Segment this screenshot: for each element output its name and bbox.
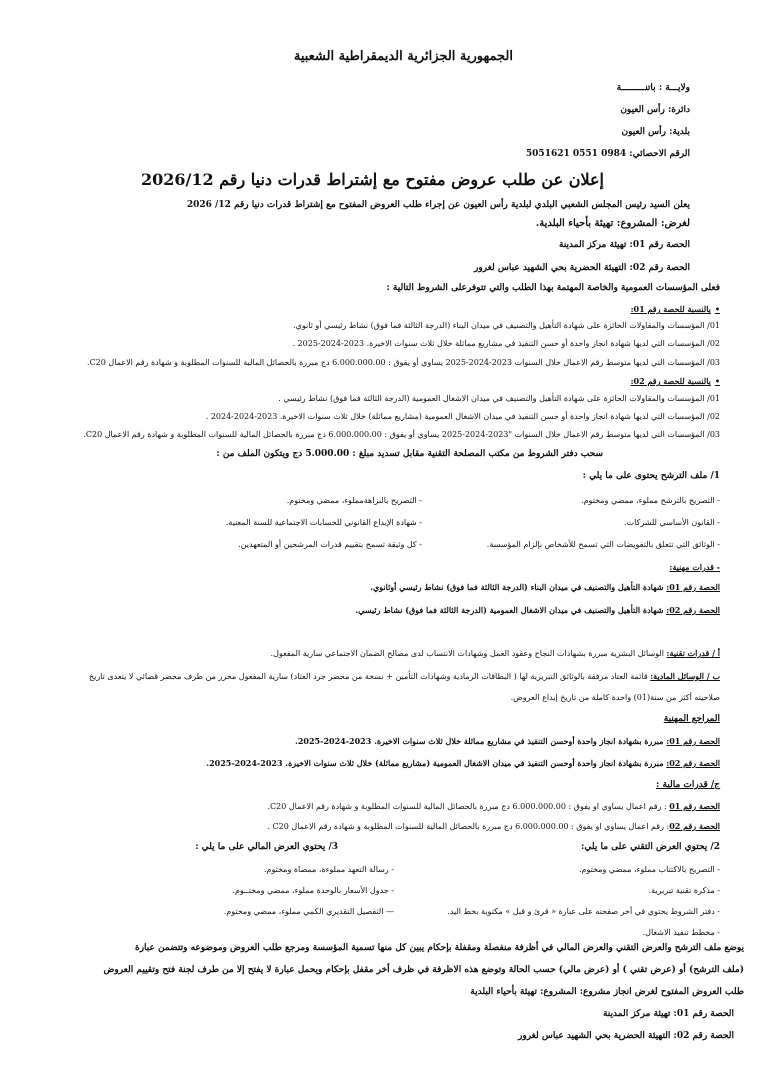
financial-lot1-label: الحصة رقم 01	[669, 801, 720, 811]
references-lot1	[295, 737, 720, 745]
tech-offer-heading: 2/ يحتوي العرض التقني على ما يلي:	[581, 842, 720, 852]
technical-capacity	[271, 649, 720, 658]
references-lot1-label: الحصة رقم 01:	[666, 736, 720, 746]
intro-text: يعلن السيد رئيس المجلس الشعبي البلدي لبلدية رأس العيون عن إجراء طلب العروض المفتوح مع إشتراط قدرات دنيا رقم 12/ 2026	[186, 200, 690, 210]
candidacy-item: - شهادة الإيداع القانوني للحسابات الاجتماعية للسنة المعنية.	[225, 518, 422, 527]
submission-line: طلب العروض المفتوح لغرض انجاز مشروع: المشروع: تهيئة بأحياء البلدية	[470, 987, 744, 997]
daira-line: دائرة: رأس العيون	[620, 105, 690, 115]
wilaya-line: ولايـــة : باتنـــــــــة	[616, 83, 690, 93]
cond-lot2-item: 01/ المؤسسات والمقاولات الحائزة على شهادة التأهيل والتصنيف في ميدان الاشغال العمومية (الدرجة الثالثة فما فوق) نشاط رئيسي .	[278, 394, 720, 403]
tech-offer-item: - التصريح بالاكتتاب مملوء، ممضي ومختوم.	[579, 865, 720, 874]
material-text-2: صلاحيته أكثر من سنة(01) واحدة كاملة من تاريخ إيداع العروض.	[510, 693, 720, 702]
technical-text: الوسائل البشرية مبررة بشهادات النجاح وعقود العمل وشهادات الانتساب لدى مصالح الضمان الاجتماعي سارية المفعول.	[270, 649, 667, 658]
cond-lot1-item: 03/ المؤسسات التي لديها متوسط رقم الاعمال خلال السنوات 2023-2024-2025 يساوي أو يفوق : 6.000.000.00 دج مبررة بالحصائل المالية للسنوات المطلوبة و شهادة رقم الاعمال C20.	[87, 358, 720, 367]
candidacy-item: - التصريح بالنزاهةمملوء، ممضي ومختوم.	[286, 496, 422, 505]
submission-line: يوضع ملف الترشح والعرض التقني والعرض المالي في أظرفة منفصلة ومقفلة بإحكام يبين كل منها تسمية المؤسسة ومرجع طلب العروض وموضوعه وتتضمن عبارة	[134, 943, 744, 953]
fin-offer-item: — التفصيل التقديري الكمي مملوء، ممضي ومختوم.	[223, 907, 394, 916]
candidacy-item: - الوثائق التي تتعلق بالتفويضات التي تسمح للأشخاص بإلزام المؤسسة.	[486, 540, 720, 549]
professional-lot1	[370, 583, 720, 591]
cond-lot2-item: 02/ المؤسسات التي لديها شهادة انجاز واحدة أو حسن التنفيذ في ميدان الاشغال العمومية (مشاريع مماثلة) خلال ثلاث سنوات الاخيرة. 2023-2024-2024 .	[205, 412, 720, 421]
eligibility-text: فعلى المؤسسات العمومية والخاصة المهتمة بهذا الطلب والتي تتوفرعلى الشروط التالية :	[386, 283, 720, 293]
closing-lot1: الحصة رقم 01: تهيئة مركز المدينة	[602, 1009, 734, 1019]
professional-lot1-text: شهادة التأهيل والتصنيف في ميدان البناء (الدرجة الثالثة فما فوق) نشاط رئيسي أوثانوي.	[370, 582, 667, 592]
candidacy-item: - التصريح بالترشح مملوء، ممضي ومختوم.	[581, 496, 720, 505]
candidacy-item: - القانون الأساسي للشركات.	[624, 518, 720, 527]
cond-lot1-item: 02/ المؤسسات التي لديها شهادة انجاز واحدة أو حسن التنفيذ في مشاريع مماثلة خلال ثلاث سنوات الاخيرة. 2023-2024-2025 .	[292, 339, 720, 348]
tech-offer-item: - دفتر الشروط يحتوي في أخر صفحته على عبارة « قرئ و قبل » مكتوبة بخط اليد.	[447, 907, 720, 916]
cond-lot1-heading: • بالنسبة للحصة رقم 01:	[631, 305, 720, 313]
fin-offer-heading: 3/ يحتوي العرض المالي على ما يلي :	[195, 842, 338, 852]
references-lot2-label: الحصة رقم 02:	[666, 758, 720, 768]
cond-lot2-item: 03/ المؤسسات التي لديها متوسط رقم الاعمال خلال السنوات "2023-2024-2025 يساوي أو يفوق : 6.000.000.00 دج مبررة بالحصائل المالية للسنوات المطلوبة و شهادة رقم الاعمال C20.	[83, 430, 720, 439]
references-lot2-text: مبررة بشهادة انجاز واحدة أوحسن التنفيذ في ميدان الاشغال العمومية (مشاريع مماثلة) خلال ثلاث سنوات الاخيرة. 2023-2024-2025.	[206, 758, 667, 768]
financial-lot1	[267, 802, 720, 811]
material-label: ب / الوسائل المادية:	[650, 671, 720, 681]
tech-offer-item: - مذكرة تقنية تبريرية.	[648, 886, 720, 895]
lot1-title: الحصة رقم 01: تهيئة مركز المدينة	[558, 240, 690, 250]
cond-lot1-item: 01/ المؤسسات والمقاولات الحائزة على شهادة التأهيل والتصنيف في ميدان البناء (الدرجة الثالثة فما فوق) نشاط رئيسي أو ثانوي.	[293, 321, 720, 330]
candidacy-heading: 1/ ملف الترشح يحتوى على ما يلي :	[582, 471, 720, 481]
professional-lot2-text: شهادة التأهيل والتصنيف في ميدان الاشغال العمومية (الدرجة الثالثة فما فوق) نشاط رئيسي.	[355, 605, 667, 615]
fin-offer-item: - رسالة التعهد مملوءة، ممضاة ومختوم.	[263, 865, 394, 874]
withdraw-line: سحب دفتر الشروط من مكتب المصلحة التقنية مقابل تسديد مبلغ : 5.000.00 دج ويتكون الملف من :	[216, 449, 603, 459]
professional-heading: - قدرات مهنية:	[669, 562, 720, 572]
material-text: قائمة العتاد مرفقة بالوثائق التبريرية لها ( البطاقات الرمادية وشهادات التأمين + نسخة من محضر جرد العتاد) سارية المفعول محرر من طرف محضر قضائي لا يتعدى تاريخ	[88, 672, 651, 681]
references-lot2	[206, 759, 720, 767]
lot2-title: الحصة رقم 02: التهيئة الحضرية بحي الشهيد عباس لغرور	[474, 263, 690, 273]
professional-lot2	[355, 606, 720, 614]
submission-line: (ملف الترشح) أو (عرض تقني ) أو (عرض مالي) حسب الحالة وتوضع هذه الاظرفة في ظرف أخر مقفل بإحكام ويحمل عبارة لا يفتح إلا من طرف لجنة فتح وتقييم العروض	[103, 965, 744, 975]
baladiya-line: بلدية: رأس العيون	[621, 127, 690, 137]
financial-lot2	[267, 822, 720, 831]
republic-header: الجمهورية الجزائرية الديمقراطية الشعبية	[293, 49, 513, 64]
professional-lot2-label: الحصة رقم 02:	[666, 605, 720, 615]
stat-number-line: الرقم الاحصائي: 0984 0551 5051621	[525, 149, 690, 159]
cond-lot2-heading: • بالنسبة للحصة رقم 02:	[631, 377, 720, 385]
references-lot1-text: مبررة بشهادة انجاز واحدة أوحسن التنفيذ في مشاريع مماثلة خلال ثلاث سنوات الاخيرة. 2023-2024-2025.	[295, 736, 667, 746]
financial-lot2-label: الحصة رقم 02	[669, 821, 720, 831]
financial-lot2-text: : رقم اعمال يساوي او يفوق : 6.000.000.00 دج مبررة بالحصائل المالية للسنوات المطلوبة و شهادة رقم الاعمال C20 .	[267, 822, 670, 831]
fin-offer-item: - جدول الأسعار بالوحدة مملوء، ممضي ومختــوم.	[232, 886, 394, 895]
financial-lot1-text: : رقم اعمال يساوي او يفوق : 6.000.000.00 دج مبررة بالحصائل المالية للسنوات المطلوبة و شهادة رقم الاعمال C20.	[267, 802, 670, 811]
project-line: لغرض: المشروع: تهيئة بأحياء البلدية.	[535, 218, 690, 229]
material-means	[89, 672, 720, 681]
technical-label: أ / قدرات تقنية:	[666, 648, 720, 658]
references-heading: المراجع المهنية	[663, 714, 720, 724]
candidacy-item: - كل وثيقة تسمح بتقييم قدرات المرشحين أو المتعهدين.	[238, 540, 422, 549]
financial-heading: ج/ قدرات مالية :	[655, 780, 720, 790]
closing-lot2: الحصة رقم 02: التهيئة الحضرية بحي الشهيد عباس لغرور	[518, 1031, 734, 1041]
tech-offer-item: - مخطط تنفيذ الاشغال.	[642, 928, 720, 937]
professional-lot1-label: الحصة رقم 01:	[666, 582, 720, 592]
announcement-title: إعلان عن طلب عروض مفتوح مع إشتراط قدرات دنيا رقم 2026/12	[140, 170, 604, 189]
